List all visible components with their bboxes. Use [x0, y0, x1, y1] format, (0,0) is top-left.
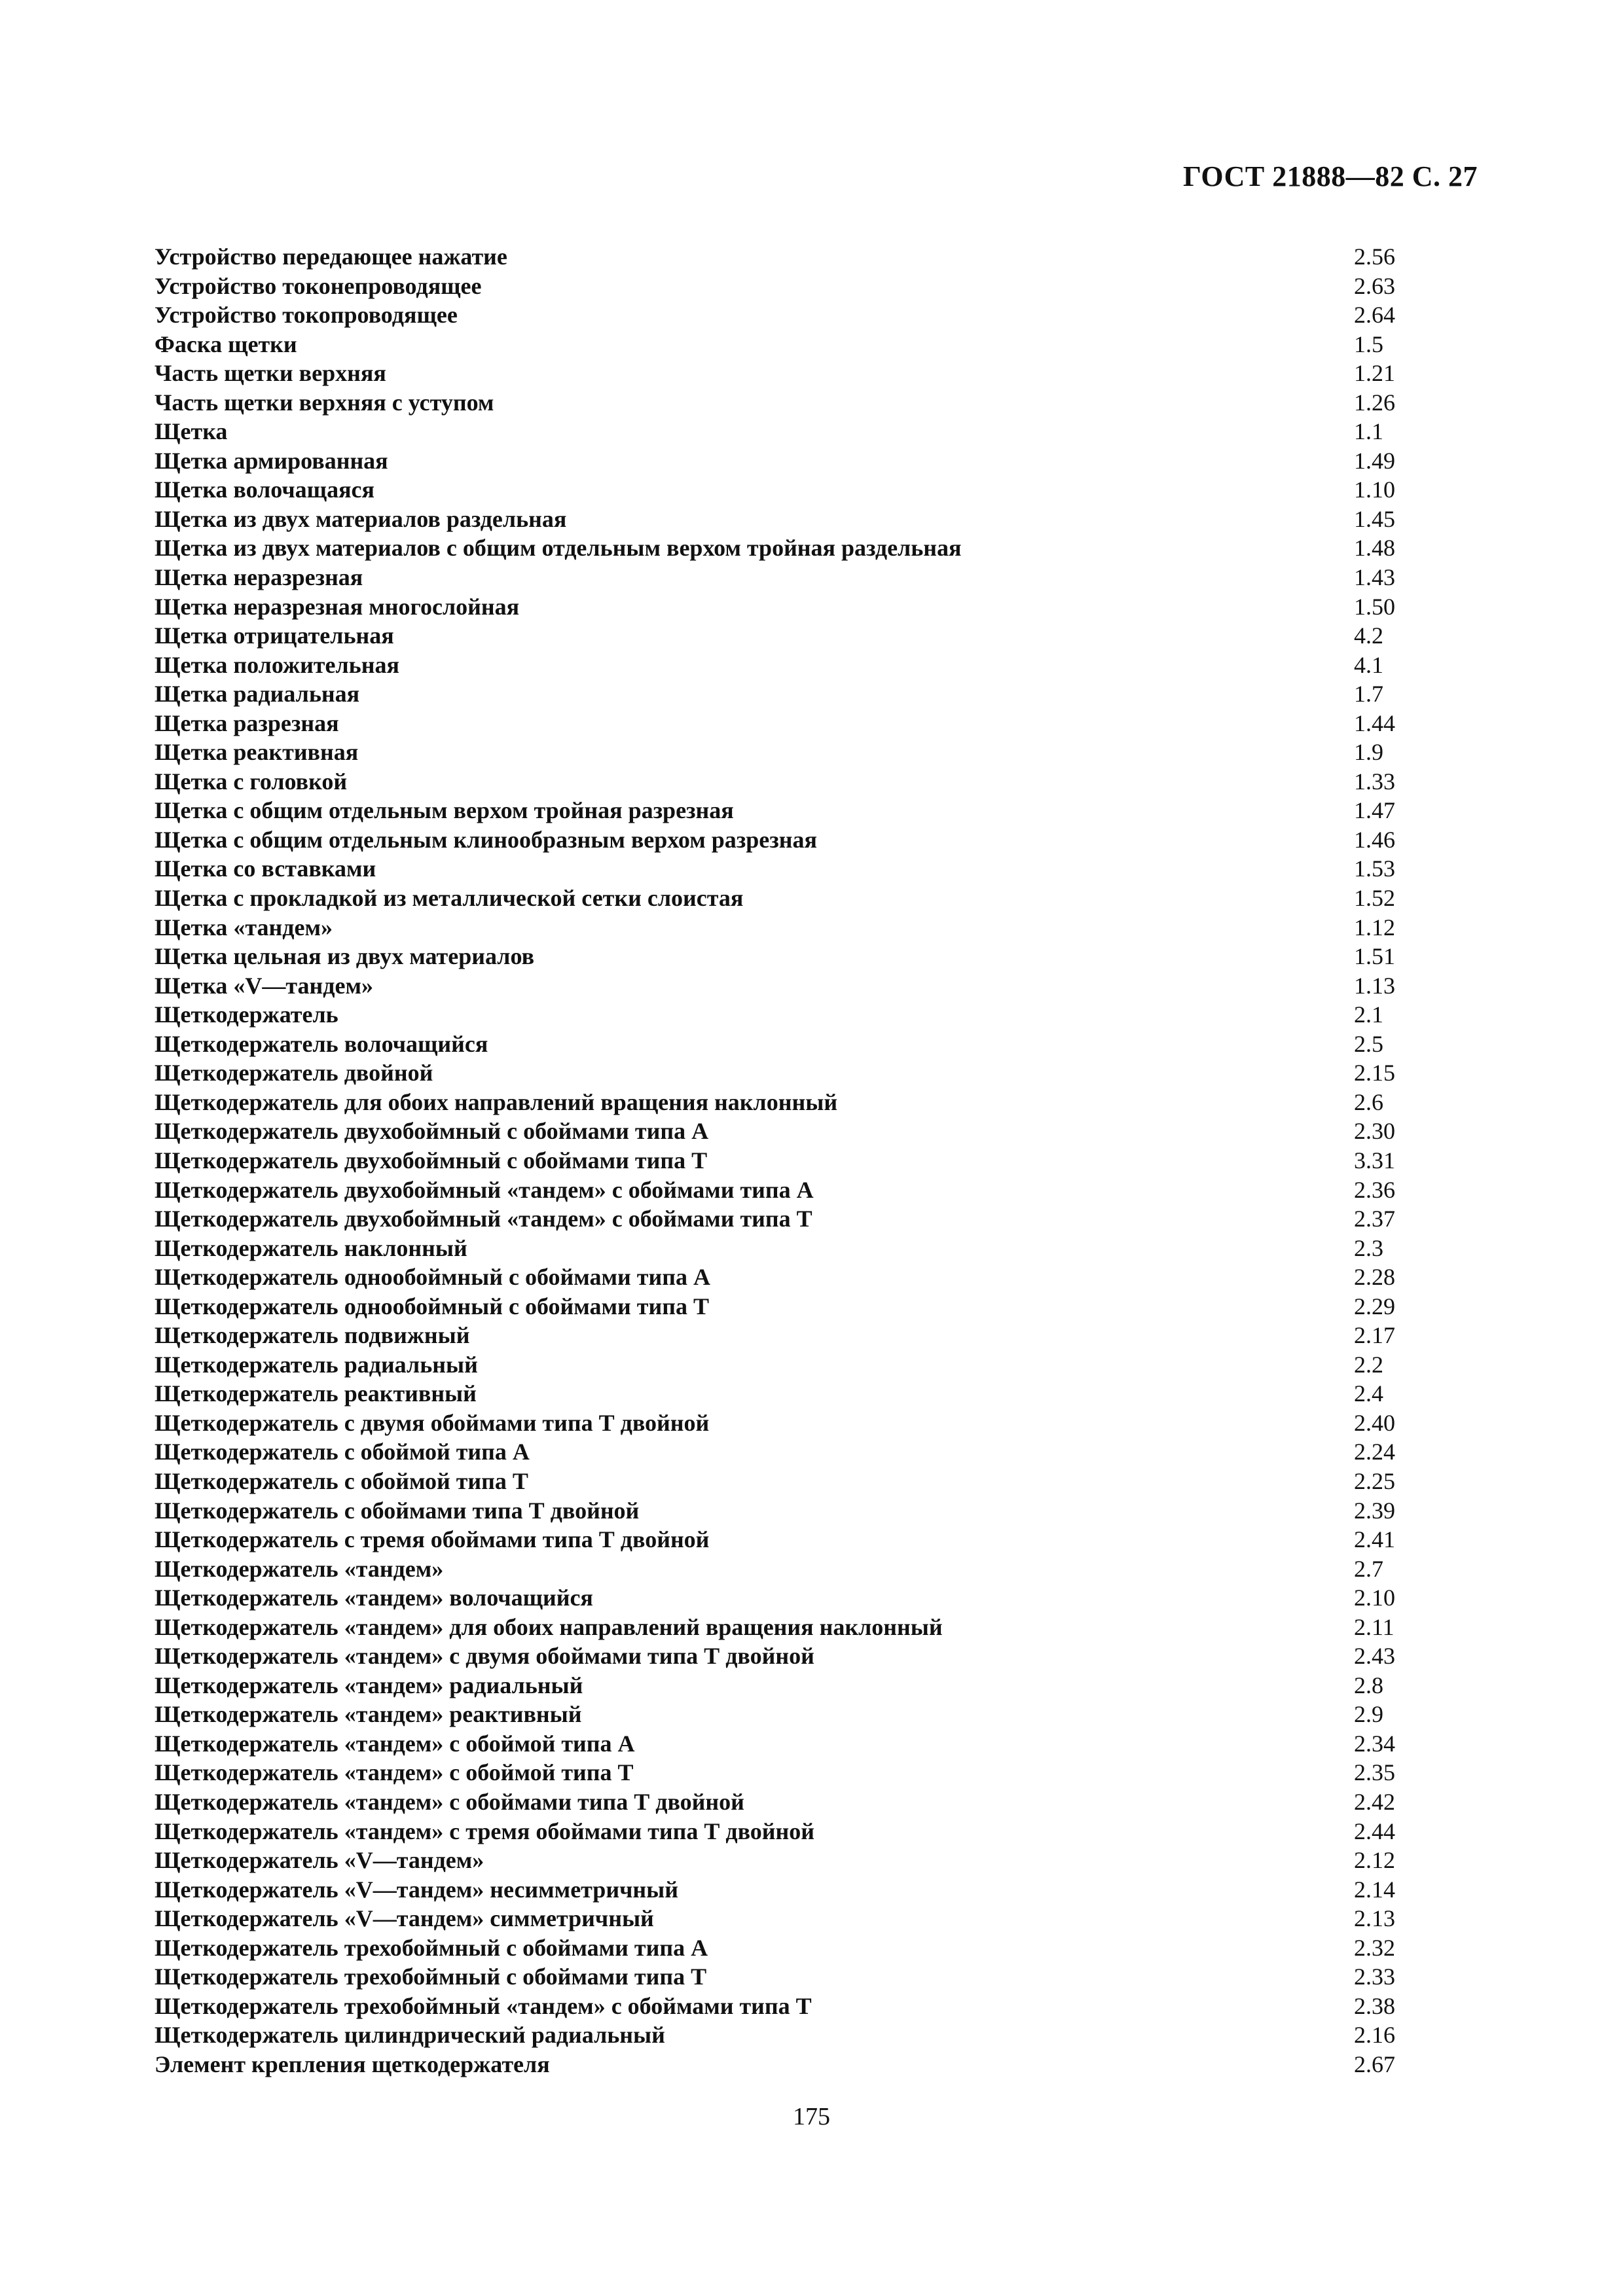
- index-term: Щеткодержатель с двумя обоймами типа Т двойной: [155, 1409, 710, 1436]
- index-reference: 2.36: [1354, 1176, 1395, 1203]
- index-row: [155, 825, 1477, 855]
- index-term: Щеткодержатель однообоймный с обоймами типа Т: [155, 1293, 709, 1319]
- index-row: [155, 330, 1477, 359]
- index-term: Щетка «V—тандем»: [155, 972, 373, 999]
- index-reference: 2.34: [1354, 1730, 1395, 1757]
- index-term: Щетка из двух материалов с общим отдельным верхом тройная раздельная: [155, 535, 962, 562]
- index-term: Щетка неразрезная многослойная: [155, 593, 520, 620]
- index-row: [155, 1058, 1477, 1088]
- index-reference: 1.43: [1354, 564, 1395, 591]
- index-reference: 1.33: [1354, 768, 1395, 795]
- index-row: [155, 592, 1477, 622]
- index-reference: 1.21: [1354, 360, 1395, 387]
- index-row: [155, 242, 1477, 272]
- index-row: [155, 417, 1477, 446]
- index-reference: 1.47: [1354, 797, 1395, 824]
- index-row: [155, 942, 1477, 971]
- index-term: Щетка «тандем»: [155, 914, 333, 941]
- index-reference: 1.12: [1354, 914, 1395, 941]
- index-row: [155, 1467, 1477, 1496]
- index-row: [155, 884, 1477, 913]
- index-term: Щетка положительная: [155, 651, 399, 678]
- index-reference: 2.44: [1354, 1818, 1395, 1844]
- index-reference: 2.4: [1354, 1380, 1383, 1407]
- index-row: [155, 1817, 1477, 1846]
- index-term: Щеткодержатель с обоймой типа А: [155, 1439, 530, 1465]
- page-header: ГОСТ 21888—82 С. 27: [1182, 160, 1478, 192]
- index-term: Щеткодержатель наклонный: [155, 1234, 467, 1261]
- index-row: [155, 1671, 1477, 1700]
- index-term: Щетка с общим отдельным клинообразным верхом разрезная: [155, 826, 817, 853]
- index-term: Щеткодержатель трехобоймный с обоймами типа А: [155, 1934, 708, 1961]
- index-term: Щетка армированная: [155, 447, 388, 474]
- index-term: Фаска щетки: [155, 331, 297, 357]
- index-row: [155, 971, 1477, 1001]
- index-term: Щетка отрицательная: [155, 622, 394, 649]
- index-row: [155, 796, 1477, 825]
- index-term: Щеткодержатель «тандем» с двумя обоймами типа Т двойной: [155, 1643, 814, 1670]
- index-reference: 2.30: [1354, 1118, 1395, 1145]
- index-reference: 2.40: [1354, 1409, 1395, 1436]
- index-row: [155, 563, 1477, 592]
- index-term: Щеткодержатель реактивный: [155, 1380, 477, 1407]
- index-row: [155, 854, 1477, 884]
- index-term: Щетка со вставками: [155, 855, 376, 882]
- index-reference: 1.7: [1354, 681, 1383, 708]
- index-term: Щеткодержатель «тандем» с обоймами типа Т двойной: [155, 1788, 744, 1815]
- index-term: Щеткодержатель «тандем» с обоймой типа Т: [155, 1759, 634, 1786]
- index-row: [155, 1525, 1477, 1554]
- index-row: [155, 475, 1477, 505]
- index-reference: 2.67: [1354, 2051, 1395, 2077]
- index-reference: 2.29: [1354, 1293, 1395, 1319]
- index-row: [155, 1321, 1477, 1350]
- index-term: Щеткодержатель «тандем» волочащийся: [155, 1585, 593, 1611]
- index-reference: 2.28: [1354, 1264, 1395, 1291]
- index-reference: 2.3: [1354, 1234, 1383, 1261]
- index-term: Щеткодержатель трехобоймный с обоймами типа Т: [155, 1964, 707, 1990]
- index-term: Щеткодержатель «тандем» радиальный: [155, 1672, 583, 1698]
- index-row: [155, 300, 1477, 330]
- term-index-list: [155, 242, 1477, 2079]
- index-row: [155, 272, 1477, 301]
- index-row: [155, 1962, 1477, 1992]
- index-reference: 2.1: [1354, 1001, 1383, 1028]
- index-row: [155, 1379, 1477, 1408]
- index-row: [155, 505, 1477, 534]
- index-term: Щеткодержатель «тандем» с тремя обоймами типа Т двойной: [155, 1818, 814, 1844]
- index-term: Щетка радиальная: [155, 681, 360, 708]
- index-term: Щеткодержатель двухобоймный с обоймами типа Т: [155, 1147, 708, 1174]
- index-reference: 2.24: [1354, 1439, 1395, 1465]
- index-term: Щеткодержатель двухобоймный «тандем» с обоймами типа А: [155, 1176, 814, 1203]
- index-reference: 2.38: [1354, 1992, 1395, 2019]
- index-row: [155, 1350, 1477, 1380]
- index-row: [155, 2020, 1477, 2050]
- index-row: [155, 1030, 1477, 1059]
- index-reference: 1.44: [1354, 709, 1395, 736]
- index-row: [155, 1641, 1477, 1671]
- index-row: [155, 1175, 1477, 1205]
- index-term: Щеткодержатель однообоймный с обоймами типа А: [155, 1264, 710, 1291]
- index-reference: 1.49: [1354, 447, 1395, 474]
- index-reference: 2.13: [1354, 1905, 1395, 1932]
- index-term: Щеткодержатель трехобоймный «тандем» с обоймами типа Т: [155, 1992, 812, 2019]
- index-row: [155, 709, 1477, 738]
- index-term: Устройство передающее нажатие: [155, 243, 507, 270]
- index-reference: 2.9: [1354, 1701, 1383, 1728]
- index-term: Щеткодержатель волочащийся: [155, 1030, 488, 1057]
- index-term: Щеткодержатель «тандем» с обоймой типа А: [155, 1730, 635, 1757]
- index-reference: 2.10: [1354, 1585, 1395, 1611]
- index-reference: 2.35: [1354, 1759, 1395, 1786]
- index-term: Щетка реактивная: [155, 739, 359, 766]
- index-reference: 2.7: [1354, 1555, 1383, 1582]
- index-row: [155, 1234, 1477, 1263]
- index-reference: 1.46: [1354, 826, 1395, 853]
- index-reference: 2.32: [1354, 1934, 1395, 1961]
- index-reference: 2.42: [1354, 1788, 1395, 1815]
- index-reference: 2.41: [1354, 1526, 1395, 1553]
- index-reference: 2.25: [1354, 1467, 1395, 1494]
- index-term: Щеткодержатель «V—тандем» симметричный: [155, 1905, 654, 1932]
- index-row: [155, 2050, 1477, 2079]
- index-reference: 1.26: [1354, 389, 1395, 416]
- index-reference: 3.31: [1354, 1147, 1395, 1174]
- index-reference: 2.43: [1354, 1643, 1395, 1670]
- index-row: [155, 1583, 1477, 1613]
- index-reference: 2.64: [1354, 302, 1395, 329]
- index-term: Щетка с головкой: [155, 768, 348, 795]
- index-term: Щеткодержатель «тандем» реактивный: [155, 1701, 582, 1728]
- index-row: [155, 1496, 1477, 1526]
- index-term: Щеткодержатель «тандем»: [155, 1555, 444, 1582]
- index-row: [155, 1787, 1477, 1817]
- index-term: Устройство токопроводящее: [155, 302, 458, 329]
- index-reference: 4.1: [1354, 651, 1383, 678]
- index-term: Щеткодержатель двойной: [155, 1060, 433, 1086]
- index-row: [155, 1408, 1477, 1438]
- index-reference: 2.56: [1354, 243, 1395, 270]
- index-term: Щетка волочащаяся: [155, 476, 375, 503]
- index-reference: 2.63: [1354, 272, 1395, 299]
- index-reference: 2.12: [1354, 1847, 1395, 1874]
- index-row: [155, 1613, 1477, 1642]
- index-term: Щетка с общим отдельным верхом тройная разрезная: [155, 797, 734, 824]
- index-row: [155, 1088, 1477, 1117]
- index-term: Щеткодержатель для обоих направлений вращения наклонный: [155, 1088, 838, 1115]
- index-row: [155, 1992, 1477, 2021]
- index-reference: 2.11: [1354, 1613, 1395, 1640]
- index-term: Щеткодержатель: [155, 1001, 338, 1028]
- index-row: [155, 359, 1477, 388]
- index-row: [155, 651, 1477, 680]
- index-row: [155, 913, 1477, 942]
- index-reference: 4.2: [1354, 622, 1383, 649]
- index-term: Щеткодержатель цилиндрический радиальный: [155, 2022, 665, 2049]
- index-row: [155, 1758, 1477, 1787]
- index-row: [155, 1146, 1477, 1175]
- index-term: Щетка разрезная: [155, 709, 339, 736]
- index-row: [155, 1292, 1477, 1321]
- page-number: 175: [793, 2103, 830, 2130]
- index-reference: 2.39: [1354, 1497, 1395, 1524]
- index-term: Часть щетки верхняя с уступом: [155, 389, 494, 416]
- index-row: [155, 446, 1477, 476]
- index-reference: 1.50: [1354, 593, 1395, 620]
- index-term: Щеткодержатель «V—тандем» несимметричный: [155, 1876, 678, 1903]
- index-term: Щетка из двух материалов раздельная: [155, 505, 567, 532]
- index-reference: 1.13: [1354, 972, 1395, 999]
- index-term: Щеткодержатель с тремя обоймами типа Т двойной: [155, 1526, 710, 1553]
- index-reference: 1.1: [1354, 418, 1383, 445]
- index-term: Элемент крепления щеткодержателя: [155, 2051, 550, 2077]
- index-row: [155, 1875, 1477, 1905]
- index-reference: 1.53: [1354, 855, 1395, 882]
- index-row: [155, 1204, 1477, 1234]
- index-reference: 2.14: [1354, 1876, 1395, 1903]
- index-term: Щеткодержатель «V—тандем»: [155, 1847, 484, 1874]
- index-row: [155, 1437, 1477, 1467]
- index-row: [155, 1846, 1477, 1875]
- index-reference: 1.10: [1354, 476, 1395, 503]
- index-row: [155, 679, 1477, 709]
- index-reference: 2.6: [1354, 1088, 1383, 1115]
- index-row: [155, 1263, 1477, 1292]
- index-reference: 2.2: [1354, 1351, 1383, 1378]
- index-reference: 2.37: [1354, 1206, 1395, 1232]
- index-reference: 1.48: [1354, 535, 1395, 562]
- index-reference: 1.51: [1354, 943, 1395, 970]
- index-row: [155, 533, 1477, 563]
- index-row: [155, 1729, 1477, 1759]
- index-term: Щеткодержатель «тандем» для обоих направлений вращения наклонный: [155, 1613, 943, 1640]
- index-term: Щеткодержатель с обоймой типа Т: [155, 1467, 528, 1494]
- index-row: [155, 1554, 1477, 1584]
- index-row: [155, 1700, 1477, 1729]
- index-reference: 2.15: [1354, 1060, 1395, 1086]
- index-row: [155, 738, 1477, 767]
- index-reference: 2.8: [1354, 1672, 1383, 1698]
- index-row: [155, 767, 1477, 797]
- index-row: [155, 1933, 1477, 1963]
- index-reference: 2.33: [1354, 1964, 1395, 1990]
- index-row: [155, 388, 1477, 418]
- index-row: [155, 1904, 1477, 1933]
- index-term: Щеткодержатель с обоймами типа Т двойной: [155, 1497, 640, 1524]
- index-term: Щетка: [155, 418, 228, 445]
- index-term: Щетка цельная из двух материалов: [155, 943, 535, 970]
- index-row: [155, 1000, 1477, 1030]
- index-row: [155, 621, 1477, 651]
- index-reference: 1.9: [1354, 739, 1383, 766]
- index-term: Щеткодержатель подвижный: [155, 1322, 470, 1349]
- index-row: [155, 1117, 1477, 1146]
- index-term: Щеткодержатель двухобоймный с обоймами типа А: [155, 1118, 709, 1145]
- index-term: Щеткодержатель радиальный: [155, 1351, 478, 1378]
- index-term: Устройство токонепроводящее: [155, 272, 482, 299]
- index-reference: 2.16: [1354, 2022, 1395, 2049]
- index-term: Часть щетки верхняя: [155, 360, 386, 387]
- index-reference: 1.52: [1354, 885, 1395, 912]
- index-reference: 1.45: [1354, 505, 1395, 532]
- index-reference: 2.17: [1354, 1322, 1395, 1349]
- index-reference: 1.5: [1354, 331, 1383, 357]
- index-reference: 2.5: [1354, 1030, 1383, 1057]
- index-term: Щетка с прокладкой из металлической сетки слоистая: [155, 885, 744, 912]
- index-term: Щетка неразрезная: [155, 564, 363, 591]
- index-term: Щеткодержатель двухобоймный «тандем» с обоймами типа Т: [155, 1206, 812, 1232]
